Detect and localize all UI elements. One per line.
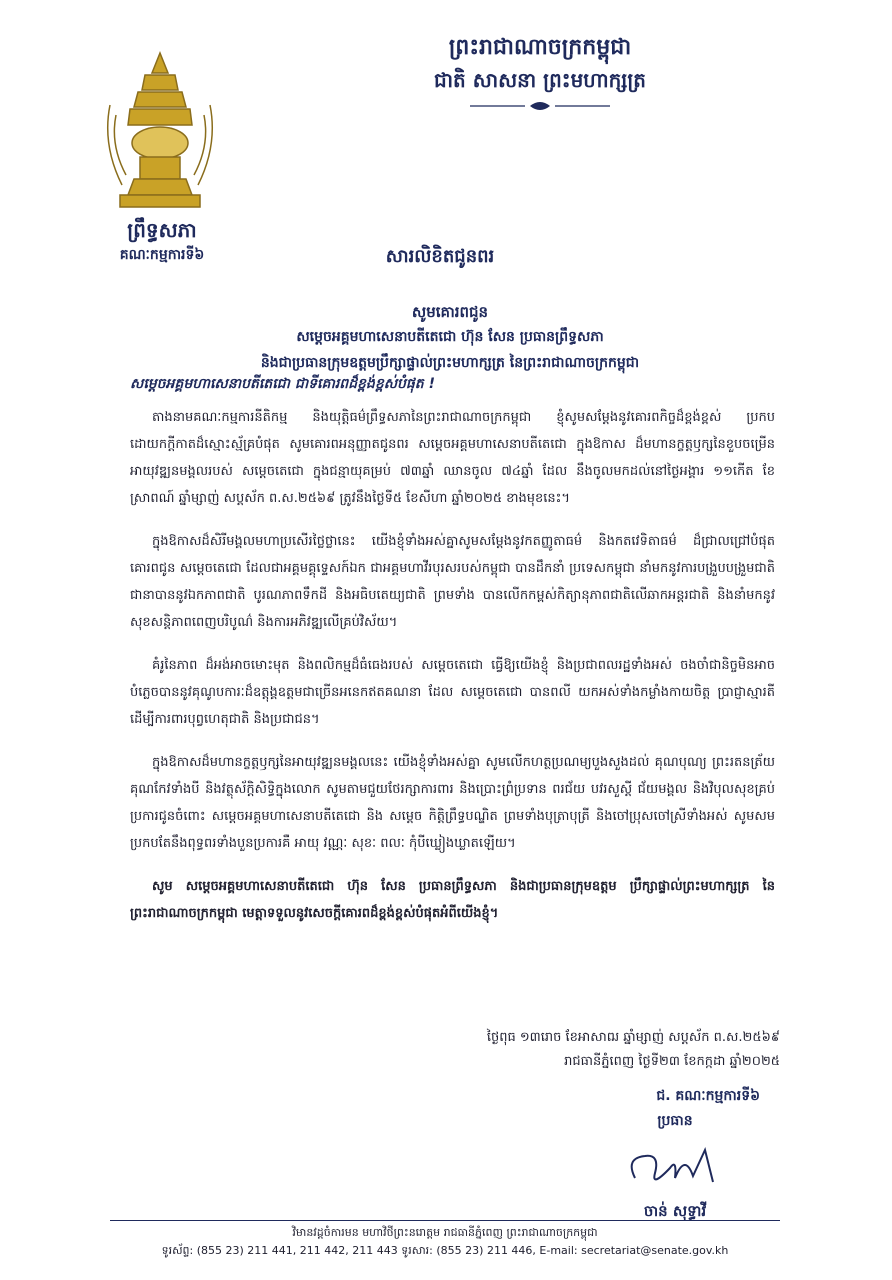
ornament-divider-icon — [470, 100, 610, 112]
letter-body — [130, 404, 775, 943]
closing-paragraph: សូម សម្តេចអគ្គមហាសេនាបតីតេជោ ហ៊ុន សែន ប្រធានព្រឹទ្ធសភា និងជាប្រធានក្រុមឧត្តម ប្រឹក្សាផ្ទាល់ព្រះមហាក្សត្រ នៃព្រះរាជាណាចក្រកម្ពុជា មេត្តាទទួលនូវសេចក្តីគោរពដ៏ខ្ពង់ខ្ពស់បំផុតអំពីយើងខ្ញុំ។ — [130, 879, 775, 921]
letter-footer — [110, 1224, 780, 1260]
addressee-block — [120, 300, 780, 376]
organization-name: ព្រឹទ្ធសភា — [127, 218, 197, 242]
signer-role: ប្រធាន — [657, 1113, 693, 1129]
paragraph-2: ក្នុងឱកាសដ៏សិរីមង្គលមហាប្រសើរថ្លៃថ្លានេះ យើងខ្ញុំទាំងអស់គ្នាសូមសម្តែងនូវកតញ្ញូតាធម៌ និងកតវេទិតាធម៌ ដ៏ជ្រាលជ្រៅបំផុតគោរពជូន សម្តេចតេជោ ដែលជាអគ្គមគ្គុទ្ទេសក៍ឯក ជាអគ្គមហាវីរបុរសរបស់កម្ពុជា បានដឹកនាំ ប្រទេសកម្ពុជា នាំមកនូវការបង្រួបបង្រួមជាតិ ជានាបាននូវឯកភាពជាតិ បូរណភាពទឹកដី និងអធិបតេយ្យជាតិ ព្រមទាំង បានលើកកម្ពស់កិត្យានុភាពជាតិលើឆាកអន្តរជាតិ និងនាំមកនូវសុខសន្តិភាពពេញបរិបូណ៌ និងការអភិវឌ្ឍលើគ្រប់វិស័យ។ — [130, 534, 775, 630]
national-motto: ជាតិ សាសនា ព្រះមហាក្សត្រ — [434, 68, 646, 92]
solar-date: រាជធានីភ្នំពេញ ថ្ងៃទី២៣ ខែកក្កដា ឆ្នាំ២០២៥ — [564, 1054, 780, 1069]
royal-emblem-icon — [100, 45, 220, 220]
on-behalf-of: ជ. គណៈកម្មការទី៦ — [656, 1088, 760, 1104]
committee-name: គណៈកម្មការទី៦ — [119, 247, 205, 263]
footer-divider — [110, 1220, 780, 1221]
kingdom-heading — [300, 30, 780, 112]
paragraph-1: តាងនាមគណៈកម្មការនីតិកម្ម និងយុត្តិធម៌ព្រឹទ្ធសភានៃព្រះរាជាណាចក្រកម្ពុជា ខ្ញុំសូមសម្តែងនូវគោរពកិច្ចដ៏ខ្ពង់ខ្ពស់ ប្រកបដោយកក្តីកាតដ៏ស្មោះស្ម័គ្របំផុត សូមគោរពអនុញ្ញាតជូនពរ សម្តេចអគ្គមហាសេនាបតីតេជោ ក្នុងឱកាស ដ៏មហានក្ខត្តឫក្សនៃខួបចម្រើនអាយុវឌ្ឍនមង្គលរបស់ សម្តេចតេជោ ក្នុងជន្មាយុគម្រប់ ៧៣ឆ្នាំ ឈានចូល ៧៤ឆ្នាំ ដែល នឹងចូលមកដល់នៅថ្ងៃអង្គារ ១១កើត ខែស្រាពណ៍ ឆ្នាំម្សាញ់ សប្តស័ក ព.ស.២៥៦៩ ត្រូវនឹងថ្ងៃទី៥ ខែសីហា ឆ្នាំ២០២៥ ខាងមុខនេះ។ — [130, 410, 775, 506]
salutation: សម្តេចអគ្គមហាសេនាបតីតេជោ ជាទីគោរពដ៏ខ្ពង់ខ្ពស់បំផុត ! — [130, 376, 435, 392]
footer-contact: ទូរស័ព្ទ: (855 23) 211 441, 211 442, 211 443 ទូរសារ: (855 23) 211 446, E-mail: secretariat@senate.gov.kh — [161, 1244, 729, 1257]
document-title: សារលិខិតជូនពរ — [385, 246, 495, 267]
issuing-organization — [82, 216, 242, 266]
addressee-title: និងជាប្រធានក្រុមឧត្តមប្រឹក្សាផ្ទាល់ព្រះមហាក្សត្រ នៃព្រះរាជាណាចក្រកម្ពុជា — [260, 355, 640, 371]
addressee-name: សម្តេចអគ្គមហាសេនាបតីតេជោ ហ៊ុន សែន ប្រធានព្រឹទ្ធសភា — [296, 329, 604, 345]
addressee-intro: សូមគោរពជូន — [411, 303, 489, 321]
lunar-date: ថ្ងៃពុធ ១៣រោច ខែអាសាឍ ឆ្នាំម្សាញ់ សប្តស័ក ព.ស.២៥៦៩ — [486, 1030, 780, 1045]
paragraph-4: ក្នុងឱកាសដ៏មហានក្ខត្តឫក្សនៃអាយុវឌ្ឍនមង្គលនេះ យើងខ្ញុំទាំងអស់គ្នា សូមលើកហត្ថប្រណម្យបួងសួងដល់ គុណបុណ្យ ព្រះរតនត្រ័យ គុណកែវទាំងបី និងវត្ថុស័ក្តិសិទ្ធិក្នុងលោក សូមតាមជួយថែរក្សាការពារ និងប្រោះព្រំប្រទាន ពរជ័យ បវរសួស្តី ជ័យមង្គល និងវិបុលសុខគ្រប់ប្រការជូនចំពោះ សម្តេចអគ្គមហាសេនាបតីតេជោ និង សម្តេច កិត្តិព្រឹទ្ធបណ្ឌិត ព្រមទាំងបុត្រាបុត្រី និងចៅប្រុសចៅស្រីទាំងអស់ សូមសមប្រកបតែនឹងពុទ្ធពរទាំងបួនប្រការគឺ អាយុ វណ្ណៈ សុខៈ ពលៈ កុំបីឃ្លៀងឃ្លាតឡើយ។ — [130, 755, 775, 851]
handwritten-signature-icon — [615, 1138, 735, 1198]
footer-address: វិមានវដ្តចំការមន មហាវិថីព្រះនរោត្តម រាជធានីភ្នំពេញ ព្រះរាជាណាចក្រកម្ពុជា — [292, 1226, 598, 1239]
paragraph-3: គំរូនៃភាព ដ៏អង់អាចមោះមុត និងពលិកម្មដ៏ធំធេងរបស់ សម្តេចតេជោ ធ្វើឱ្យយើងខ្ញុំ និងប្រជាពលរដ្ឋទាំងអស់ ចងចាំជានិច្ចមិនអាចបំភ្លេចបាននូវគុណូបការៈដ៏ឧត្តុង្គឧត្តមជាច្រើនអនេកឥតគណនា ដែល សម្តេចតេជោ បានពលី យកអស់ទាំងកម្លាំងកាយចិត្ត ប្រាជ្ញាស្មារតី ដើម្បីការពារបុព្វហេតុជាតិ និងប្រជាជន។ — [130, 658, 775, 727]
date-block — [487, 1026, 780, 1074]
kingdom-name: ព្រះរាជាណាចក្រកម្ពុជា — [448, 34, 632, 60]
signature-block — [560, 1086, 790, 1224]
signer-name: ចាន់ សុទ្ធាវី — [643, 1202, 707, 1220]
